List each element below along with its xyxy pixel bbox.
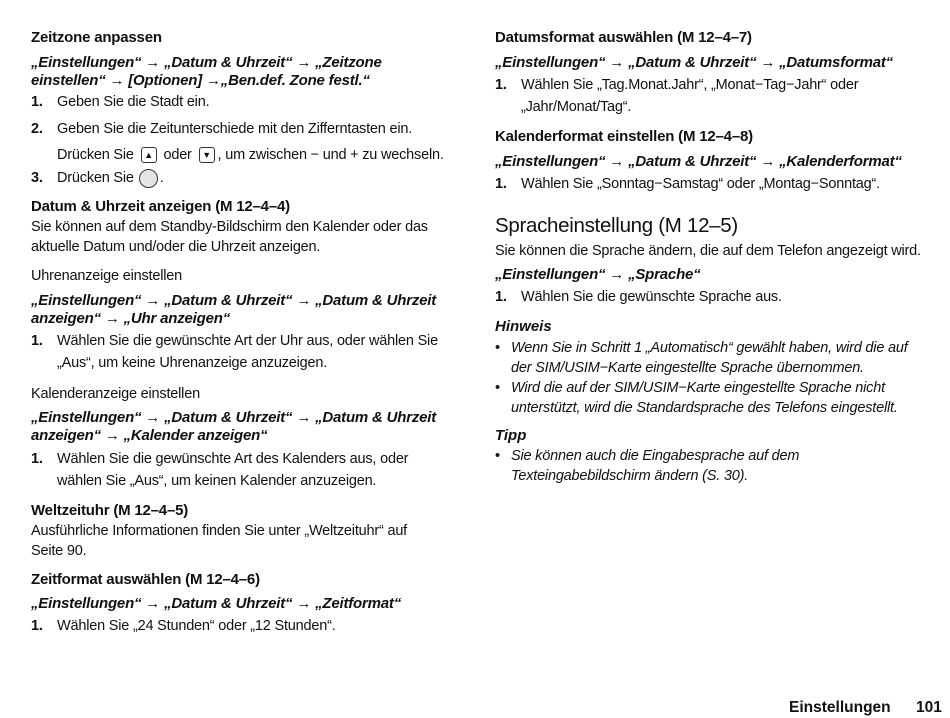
- step-number: 3.: [31, 170, 43, 186]
- step-number: 1.: [495, 77, 507, 93]
- kalenderformat-heading: Kalenderformat einstellen (M 12–4–8): [495, 128, 753, 145]
- kalenderformat-path: „Einstellungen“ → „Datum & Uhrzeit“ → „Kalenderformat“: [495, 153, 902, 170]
- kalender-step-1: [31, 448, 408, 470]
- uhr-step-1-cont: „Aus“, um keine Uhrenanzeige anzuzeigen.: [57, 355, 328, 371]
- bullet-text: Wird die auf der SIM/USIM−Karte eingestellte Sprache nicht: [511, 380, 885, 396]
- uhr-step-1: [31, 330, 438, 352]
- step-number: 1.: [31, 451, 43, 467]
- step-number: 1.: [31, 618, 43, 634]
- step-text: .: [159, 170, 164, 186]
- zeitzone-path-1: „Einstellungen“ → „Datum & Uhrzeit“ → „Zeitzone: [31, 54, 382, 71]
- step-text: Wählen Sie „Sonntag−Samstag“ oder „Montag−Sonntag“.: [521, 176, 880, 192]
- bullet-icon: •: [495, 448, 500, 464]
- step-text: , um zwischen − und + zu wechseln.: [217, 147, 444, 163]
- weltzeituhr-text-1: Ausführliche Informationen finden Sie unter „Weltzeituhr“ auf: [31, 523, 408, 539]
- zeitzone-step-2-note: [31, 144, 444, 166]
- nav-down-icon: ▼: [199, 147, 215, 163]
- zeitformat-step-1: [31, 615, 336, 637]
- sprache-step-1: [495, 286, 782, 308]
- zeitzone-step-3: [31, 167, 164, 189]
- bullet-icon: •: [495, 380, 500, 396]
- hinweis-bullet-1: [495, 338, 908, 358]
- step-number: 1.: [495, 176, 507, 192]
- step-text: Wählen Sie „24 Stunden“ oder „12 Stunden“.: [57, 618, 336, 634]
- bullet-icon: •: [495, 340, 500, 356]
- sprache-heading: Spracheinstellung (M 12–5): [495, 214, 738, 237]
- step-text: Wählen Sie „Tag.Monat.Jahr“, „Monat−Tag−Jahr“ oder: [521, 77, 859, 93]
- step-text: Wählen Sie die gewünschte Sprache aus.: [521, 289, 782, 305]
- uhr-path-1: „Einstellungen“ → „Datum & Uhrzeit“ → „Datum & Uhrzeit: [31, 292, 437, 309]
- datumsformat-heading: Datumsformat auswählen (M 12–4–7): [495, 29, 752, 46]
- step-text: Geben Sie die Stadt ein.: [57, 94, 210, 110]
- kalenderformat-step-1: [495, 173, 880, 195]
- datumsformat-step-1-cont: „Jahr/Monat/Tag“.: [521, 99, 632, 115]
- step-text: Wählen Sie die gewünschte Art des Kalenders aus, oder: [57, 451, 409, 467]
- bullet-text: Wenn Sie in Schritt 1 „Automatisch“ gewählt haben, wird die auf: [511, 340, 908, 356]
- hinweis-bullet-2: [495, 378, 885, 398]
- footer-section-label: Einstellungen: [789, 699, 891, 716]
- tipp-bullet-1-cont: Texteingabebildschirm ändern (S. 30).: [511, 468, 749, 484]
- uhr-subheading: Uhrenanzeige einstellen: [31, 268, 182, 284]
- uhr-path-2: anzeigen“ → „Uhr anzeigen“: [31, 310, 230, 327]
- ok-key-icon: [139, 169, 158, 188]
- bullet-text: Sie können auch die Eingabesprache auf dem: [511, 448, 800, 464]
- kalender-path-2: anzeigen“ → „Kalender anzeigen“: [31, 427, 268, 444]
- nav-up-icon: ▲: [141, 147, 157, 163]
- datum-anzeigen-heading: Datum & Uhrzeit anzeigen (M 12–4–4): [31, 198, 290, 215]
- sprache-text: Sie können die Sprache ändern, die auf dem Telefon angezeigt wird.: [495, 243, 921, 259]
- kalender-subheading: Kalenderanzeige einstellen: [31, 386, 200, 402]
- step-text: Drücken Sie: [57, 147, 134, 163]
- zeitformat-path: „Einstellungen“ → „Datum & Uhrzeit“ → „Zeitformat“: [31, 595, 402, 612]
- hinweis-title: Hinweis: [495, 318, 552, 335]
- page-number: 101: [916, 699, 942, 716]
- kalender-path-1: „Einstellungen“ → „Datum & Uhrzeit“ → „Datum & Uhrzeit: [31, 409, 437, 426]
- sprache-path: „Einstellungen“ → „Sprache“: [495, 266, 701, 283]
- step-number: 1.: [495, 289, 507, 305]
- step-number: 1.: [31, 333, 43, 349]
- kalender-step-1-cont: wählen Sie „Aus“, um keinen Kalender anzuzeigen.: [57, 473, 377, 489]
- datum-anzeigen-text-2: aktuelle Datum und/oder die Uhrzeit anzeigen.: [31, 239, 321, 255]
- step-number: 1.: [31, 94, 43, 110]
- step-number: 2.: [31, 121, 43, 137]
- tipp-title: Tipp: [495, 427, 527, 444]
- zeitzone-path-2: einstellen“ → [Optionen] →„Ben.def. Zone festl.“: [31, 72, 370, 89]
- tipp-bullet-1: [495, 446, 799, 466]
- step-text: oder: [163, 147, 192, 163]
- hinweis-bullet-1-cont: der SIM/USIM−Karte eingestellte Sprache übernommen.: [511, 360, 864, 376]
- weltzeituhr-text-2: Seite 90.: [31, 543, 87, 559]
- datumsformat-path: „Einstellungen“ → „Datum & Uhrzeit“ → „Datumsformat“: [495, 54, 893, 71]
- datum-anzeigen-text-1: Sie können auf dem Standby-Bildschirm den Kalender oder das: [31, 219, 428, 235]
- zeitzone-heading: Zeitzone anpassen: [31, 29, 162, 46]
- step-text: Geben Sie die Zeitunterschiede mit den Zifferntasten ein.: [57, 121, 413, 137]
- zeitformat-heading: Zeitformat auswählen (M 12–4–6): [31, 571, 260, 588]
- step-text: Drücken Sie: [57, 170, 134, 186]
- zeitzone-step-1: [31, 91, 209, 113]
- zeitzone-step-2: [31, 118, 412, 140]
- hinweis-bullet-2-cont: unterstützt, wird die Standardsprache des Telefons eingestellt.: [511, 400, 898, 416]
- datumsformat-step-1: [495, 74, 858, 96]
- weltzeituhr-heading: Weltzeituhr (M 12–4–5): [31, 502, 189, 519]
- step-text: Wählen Sie die gewünschte Art der Uhr aus, oder wählen Sie: [57, 333, 438, 349]
